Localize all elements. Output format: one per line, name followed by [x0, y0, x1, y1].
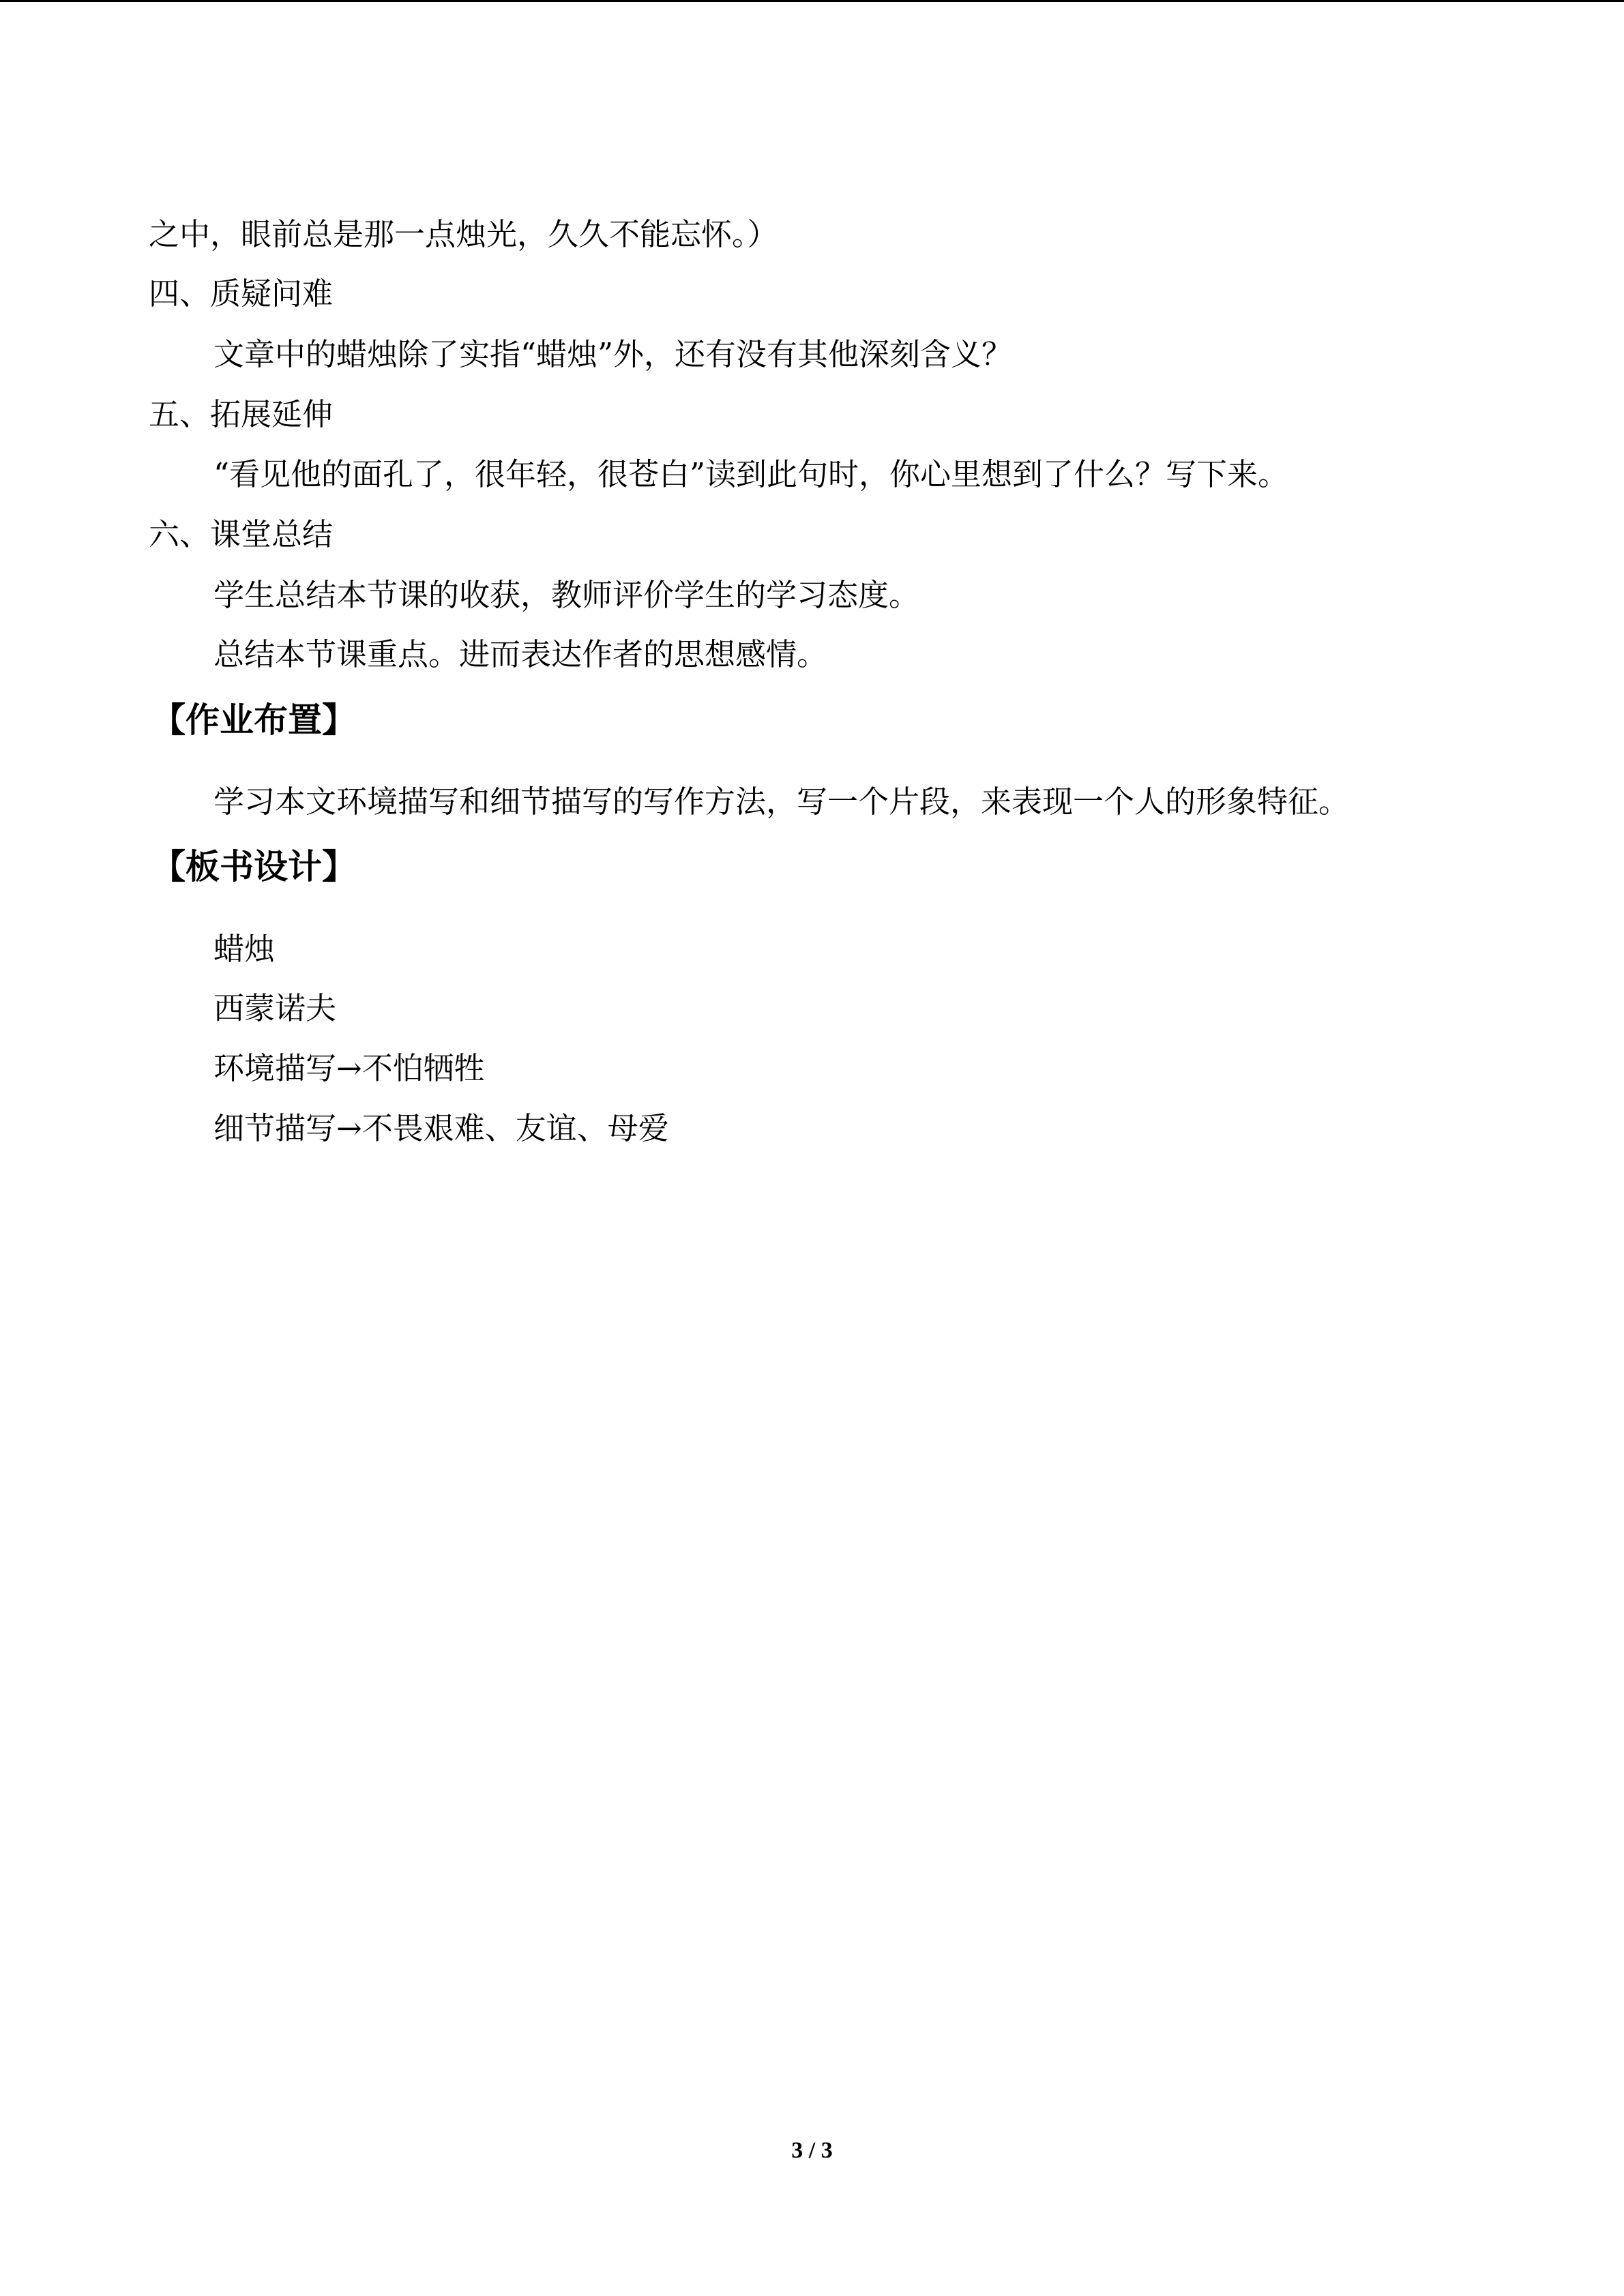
- homework-heading: 【作业布置】: [151, 700, 356, 740]
- section-6-text-1: 学生总结本节课的收获，教师评价学生的学习态度。: [213, 577, 920, 613]
- paragraph-continuation: 之中，眼前总是那一点烛光，久久不能忘怀。）: [149, 216, 778, 252]
- page-number: 3 / 3: [791, 2138, 833, 2163]
- section-5-title: 五、拓展延伸: [149, 396, 334, 432]
- board-design-heading: 【板书设计】: [151, 847, 356, 886]
- board-title: 蜡烛: [213, 931, 276, 967]
- section-6-title: 六、课堂总结: [149, 516, 334, 552]
- board-point-2: 细节描写→不畏艰难、友谊、母爱: [213, 1110, 669, 1146]
- section-6-text-2: 总结本节课重点。进而表达作者的思想感情。: [213, 636, 828, 672]
- section-5-text: “看见他的面孔了，很年轻，很苍白”读到此句时，你心里想到了什么？写下来。: [213, 456, 1289, 492]
- section-4-title: 四、质疑问难: [149, 275, 334, 312]
- board-author: 西蒙诺夫: [213, 990, 337, 1026]
- section-4-text: 文章中的蜡烛除了实指“蜡烛”外，还有没有其他深刻含义？: [213, 336, 1013, 372]
- page-top-border: [0, 0, 1624, 2]
- homework-text: 学习本文环境描写和细节描写的写作方法，写一个片段，来表现一个人的形象特征。: [213, 784, 1350, 820]
- board-point-1: 环境描写→不怕牺牲: [213, 1050, 485, 1086]
